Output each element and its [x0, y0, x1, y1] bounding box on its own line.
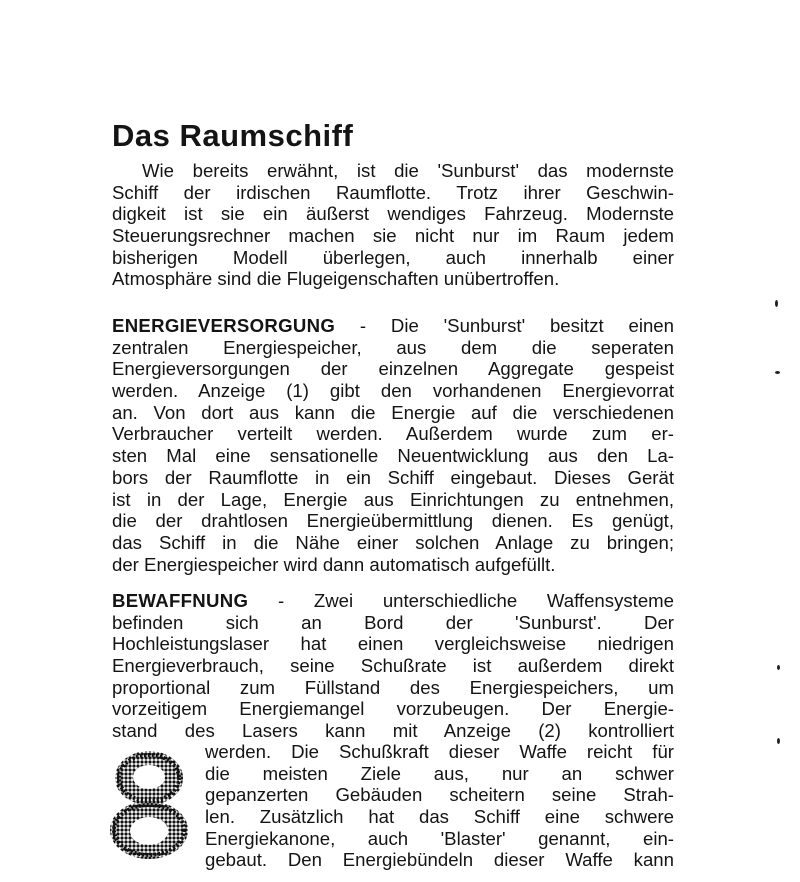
intro-paragraph [112, 160, 674, 290]
text-line: die der drahtlosen Energieübermittlung dienen. Es genügt, [112, 510, 674, 532]
text-line: befinden sich an Bord der 'Sunburst'. Der [112, 611, 674, 633]
print-speck [777, 738, 780, 744]
weapons-first-line: - Zwei unterschiedliche Waffensysteme [248, 590, 674, 611]
digit-eight-icon [108, 748, 190, 860]
text-line: Energiekanone, auch 'Blaster' genannt, ein- [205, 827, 674, 849]
text-line: digkeit ist sie ein äußerst wendiges Fahrzeug. Modernste [112, 203, 674, 225]
text-line: vorzeitigem Energiemangel vorzubeugen. Der Energie- [112, 698, 674, 720]
text-line: Energieverbrauch, seine Schußrate ist außerdem direkt [112, 655, 674, 677]
text-line: werden. Anzeige (1) gibt den vorhandenen Energievorrat [112, 380, 674, 402]
text-line: gebaut. Den Energiebündeln dieser Waffe kann [205, 849, 674, 871]
energy-first-line: - Die 'Sunburst' besitzt einen [335, 315, 674, 336]
text-line: bisherigen Modell überlegen, auch innerhalb einer [112, 246, 674, 268]
page-title: Das Raumschiff [112, 118, 354, 153]
text-line: sten Mal eine sensationelle Neuentwicklung aus den La- [112, 445, 674, 467]
text-line: len. Zusätzlich hat das Schiff eine schwere [205, 806, 674, 828]
text-line: gepanzerten Gebäuden scheitern seine Strah- [205, 784, 674, 806]
text-line: werden. Die Schußkraft dieser Waffe reicht für [205, 741, 674, 762]
text-line: Steuerungsrechner machen sie nicht nur im Raum jedem [112, 225, 674, 247]
text-line: stand des Lasers kann mit Anzeige (2) kontrolliert [112, 720, 674, 742]
text-line: Atmosphäre sind die Flugeigenschaften unübertroffen. [112, 268, 560, 290]
print-speck [775, 300, 778, 307]
print-speck [775, 371, 780, 374]
energy-paragraph [112, 315, 674, 575]
text-line: der Energiespeicher wird dann automatisch aufgefüllt. [112, 553, 556, 575]
text-line: Energieversorgungen der einzelnen Aggregate gespeist [112, 358, 674, 380]
text-line: Verbraucher verteilt werden. Außerdem wurde zum er- [112, 423, 674, 445]
text-line [112, 590, 674, 612]
text-line: Hochleistungslaser hat einen vergleichsweise niedrigen [112, 633, 674, 655]
text-line: Wie bereits erwähnt, ist die 'Sunburst' das modernste [142, 160, 674, 181]
text-line: zentralen Energiespeicher, aus dem die seperaten [112, 336, 674, 358]
text-line: das Schiff in die Nähe einer solchen Anlage zu bringen; [112, 531, 674, 553]
text-line: proportional zum Füllstand des Energiespeichers, um [112, 676, 674, 698]
weapons-paragraph [112, 590, 674, 742]
print-speck [777, 665, 780, 670]
text-line: bors der Raumflotte in ein Schiff eingebaut. Dieses Gerät [112, 466, 674, 488]
energy-heading: ENERGIEVERSORGUNG [112, 315, 336, 336]
weapons-heading: BEWAFFNUNG [112, 590, 249, 611]
text-line: an. Von dort aus kann die Energie auf die verschiedenen [112, 401, 674, 423]
weapons-paragraph-continued [205, 741, 674, 871]
text-line: ist in der Lage, Energie aus Einrichtungen zu entnehmen, [112, 488, 674, 510]
text-line: die meisten Ziele aus, nur an schwer [205, 762, 674, 784]
text-line [112, 315, 674, 337]
text-line: Schiff der irdischen Raumflotte. Trotz ihrer Geschwin- [112, 181, 674, 203]
